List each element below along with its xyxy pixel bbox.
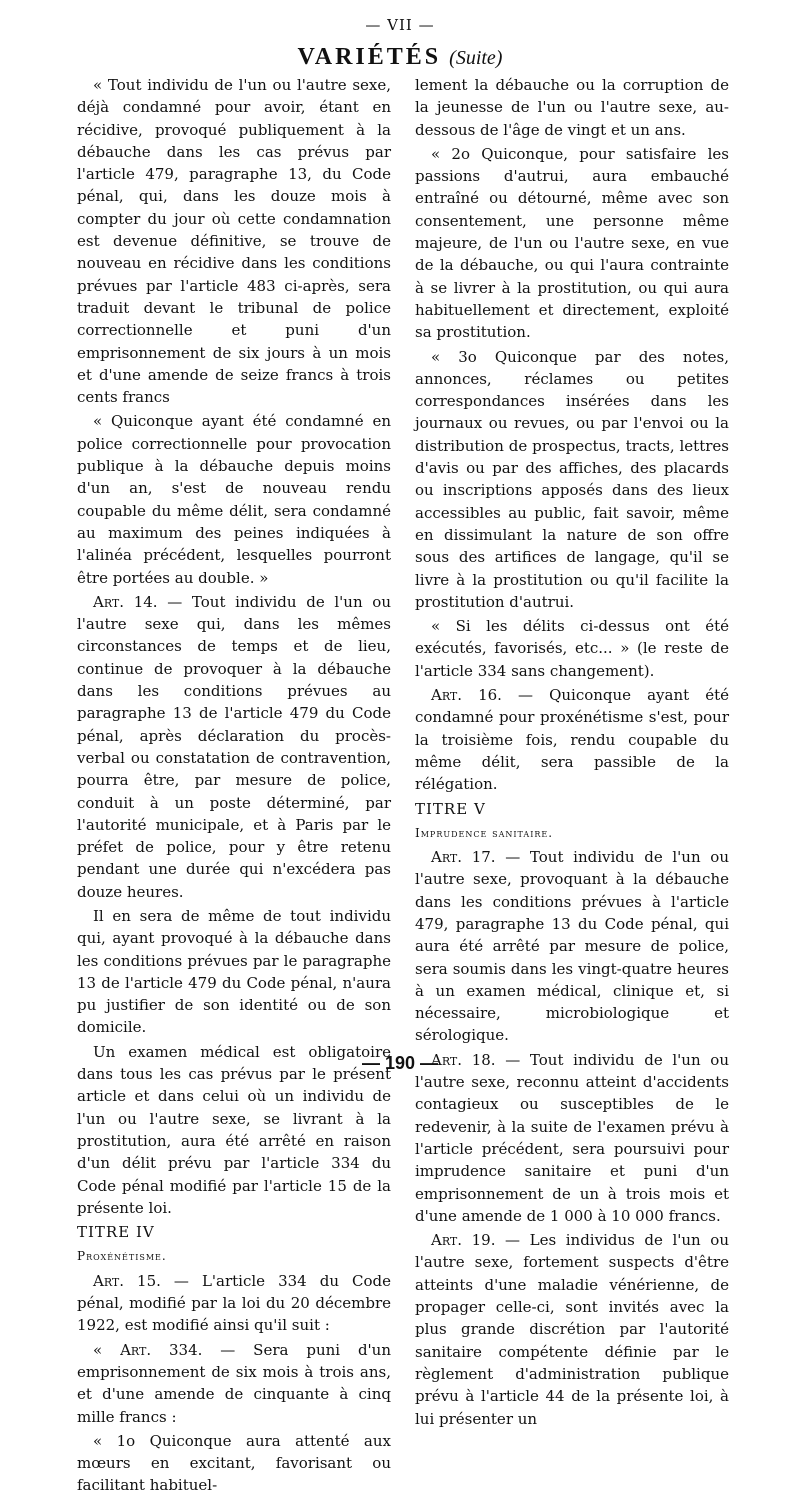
paragraph xyxy=(415,846,729,1047)
paragraph xyxy=(415,1229,729,1430)
paragraph: Un examen médical est obligatoire dans tous les cas prévus par le présent article et dans celui où un individu de l'un ou l'autre sexe, se livrant à la prostitution, aura été arrêté en raison d'un délit prévu par l'article 334 du Code pénal modifié par l'article 15 de la présente loi. xyxy=(77,1042,391,1217)
left-column xyxy=(77,74,391,1499)
paragraph: « Tout individu de l'un ou l'autre sexe, déjà condamné pour avoir, étant en récidive, provoqué publiquement à la débauche dans les cas prévus par l'article 479, paragraphe 13, du Code pénal, qui, dans les douze mois à compter du jour où cette condamnation est devenue définitive, se trouve de nouveau en récidive dans les conditions prévues par l'article 483 ci-après, sera traduit devant le tribunal de police correctionnelle et puni d'un emprisonnement de six jours à un mois et d'une amende de seize francs à trois cents francs xyxy=(77,76,391,407)
paragraph xyxy=(77,591,391,903)
paragraph: Il en sera de même de tout individu qui, ayant provoqué à la débauche dans les conditions prévues par le paragraphe 13 de l'article 479 du Code pénal, n'aura pu justifier de son identité ou de son domicile. xyxy=(77,906,391,1037)
article-label: Art. 16. xyxy=(431,686,502,705)
titre-heading: TITRE IV xyxy=(77,1223,155,1242)
section-suite: (Suite) xyxy=(449,47,503,69)
section-title: VARIÉTÉS xyxy=(297,44,442,70)
paragraph xyxy=(77,1270,391,1337)
article-label: Art. 14. xyxy=(93,592,158,611)
titre-subheading: Imprudence sanitaire. xyxy=(415,825,554,840)
paragraph-text: — Sera puni d'un emprisonnement de six mois à trois ans, et d'une amende de cinquante à cinq mille francs : xyxy=(77,1340,391,1426)
page-roman-numeral: — VII — xyxy=(365,16,435,34)
paragraph-text: — Tout individu de l'un ou l'autre sexe qui, dans les mêmes circonstances de temps et de lieu, continue de provoquer à la débauche dans les conditions prévues au paragraphe 13 de l'article 479 du Code pénal, après déclaration du procès-verbal ou constatation de contravention, pourra être, par mesure de police, conduit à un poste déterminé, par l'autorité municipale, et à Paris par le préfet de police, pour y être retenu pendant une durée qui n'excédera pas douze heures. xyxy=(77,592,391,901)
paragraph: lement la débauche ou la corruption de la jeunesse de l'un ou l'autre sexe, au-dessous de l'âge de vingt et un ans. xyxy=(415,76,729,139)
right-column xyxy=(415,74,729,1432)
article-label: Art. 15. xyxy=(93,1271,161,1290)
paragraph: « 1o Quiconque aura attenté aux mœurs en excitant, favorisant ou facilitant habituel- xyxy=(77,1431,391,1495)
page-number: — 190 — xyxy=(361,1053,439,1073)
paragraph xyxy=(415,1049,729,1227)
paragraph: « Si les délits ci-dessus ont été exécutés, favorisés, etc... » (le reste de l'article 334 sans changement). xyxy=(415,617,729,680)
paragraph-text: — Tout individu de l'un ou l'autre sexe, provoquant à la débauche dans les conditions prévues à l'article 479, paragraphe 13 du Code pénal, qui aura été arrêté par mesure de police, sera soumis dans les vingt-quatre heures à un examen médical, clinique et, si nécessaire, microbiologique et sérologique. xyxy=(415,848,729,1045)
titre-heading: TITRE V xyxy=(415,799,486,818)
paragraph-text: — Quiconque ayant été condamné pour proxénétisme s'est, pour la troisième fois, rendu coupable du même délit, sera passible de la rélégation. xyxy=(415,686,730,794)
article-label: Art. 17. xyxy=(431,848,496,867)
paragraph: « 3o Quiconque par des notes, annonces, réclames ou petites correspondances insérées dans les journaux ou revues, ou par l'envoi ou la distribution de prospectus, tracts, lettres d'avis ou par des affiches, des placards ou inscriptions apposés dans des lieux accessibles au public, fait savoir, même en dissimulant la nature de son offre sous des artifices de langage, qu'il se livre à la prostitution ou qu'il facilite la prostitution d'autrui. xyxy=(415,347,729,611)
paragraph xyxy=(415,684,729,795)
paragraph: « 2o Quiconque, pour satisfaire les passions d'autrui, aura embauché entraîné ou détourné, même avec son consentement, une personne même majeure, de l'un ou l'autre sexe, en vue de la débauche, ou qui l'aura contrainte à se livrer à la prostitution, ou qui aura habituellement et directement, exploité sa prostitution. xyxy=(415,144,729,342)
titre-subheading: Proxénétisme. xyxy=(77,1249,167,1264)
paragraph-text: — L'article 334 du Code pénal, modifié par la loi du 20 décembre 1922, est modifié ainsi qu'il suit : xyxy=(77,1271,391,1335)
article-label: « Art. 334. xyxy=(93,1340,203,1359)
paragraph xyxy=(77,1339,391,1428)
paragraph: « Quiconque ayant été condamné en police correctionnelle pour provocation publique à la débauche depuis moins d'un an, s'est de nouveau rendu coupable du même délit, sera condamné au maximum des peines indiquées à l'alinéa précédent, lesquelles pourront être portées au double. » xyxy=(77,412,391,587)
paragraph-text: — Les individus de l'un ou l'autre sexe, fortement suspects d'être atteints d'une maladie vénérienne, de propager celle-ci, sont invités avec la plus grande discrétion par l'autorité sanitaire compétente définie par le règlement d'administration publique prévu à l'article 44 de la présente loi, à lui présenter un xyxy=(415,1231,729,1428)
paragraph-text: — Tout individu de l'un ou l'autre sexe, reconnu atteint d'accidents contagieux ou susceptibles de le redevenir, à la suite de l'examen prévu à l'article précédent, sera poursuivi pour imprudence sanitaire et puni d'un emprisonnement de un à trois mois et d'une amende de 1 000 à 10 000 francs. xyxy=(415,1050,729,1225)
article-label: Art. 19. xyxy=(431,1231,496,1250)
article-label: Art. 18. xyxy=(431,1050,496,1069)
page-title xyxy=(0,44,800,71)
